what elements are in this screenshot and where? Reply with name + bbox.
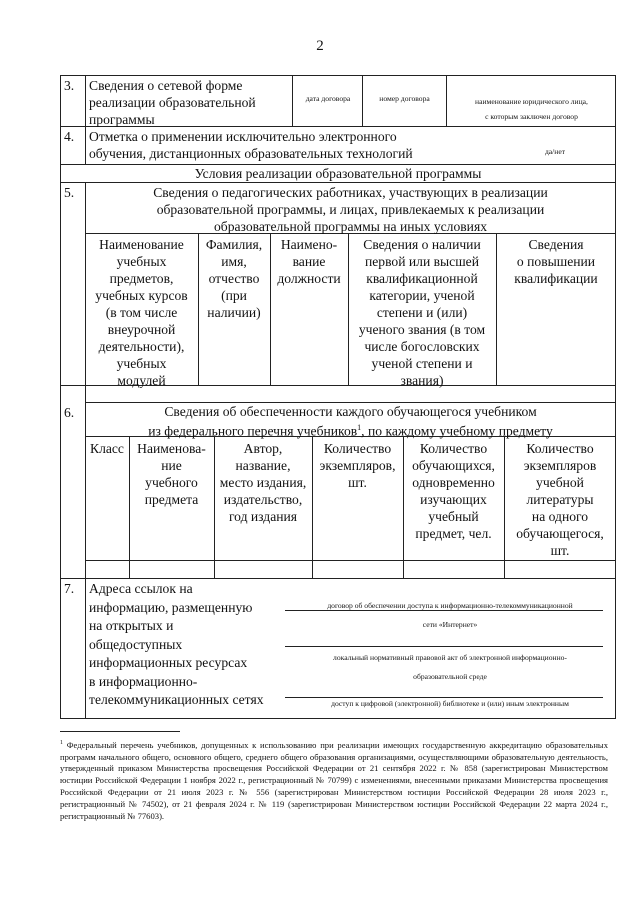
row7-hint-library: доступ к цифровой (электронной) библиотеке и (или) иным электронным — [331, 699, 569, 708]
row6-col-copies: Количество экземпляров, шт. — [319, 441, 396, 490]
row6-col-students: Количество обучающихся, одновременно изучающих учебный предмет, чел. — [412, 441, 495, 541]
row5-title: Сведения о педагогических работниках, участвующих в реализации образовательной программы, и лицах, привлекаемых к реализации образовательной программы на иных условиях — [153, 185, 548, 234]
row6-col-class: Класс — [90, 441, 124, 456]
section-title: Условия реализации образовательной программы — [194, 166, 482, 181]
row3-org-hint: наименование юридического лица, с которым заключен договор — [475, 97, 588, 121]
row6-title-line1: Сведения об обеспеченности каждого обучающегося учебником — [164, 404, 537, 419]
row7-label: Адреса ссылок на информацию, размещенную на открытых и общедоступных информационных ресурсах в информационно- телекоммуникационных сетях — [89, 581, 264, 707]
page-number: 2 — [316, 38, 324, 54]
row5-col-position: Наимено- вание должности — [277, 237, 341, 286]
row4-answer-hint: да/нет — [544, 147, 566, 156]
row3-date-hint: дата договора — [305, 94, 351, 103]
row5-col-fullname: Фамилия, имя, отчество (при наличии) — [205, 237, 263, 320]
row3-number-hint: номер договора — [379, 94, 430, 103]
row7-number: 7. — [64, 581, 75, 596]
row4-number: 4. — [64, 129, 75, 144]
row3-number: 3. — [64, 78, 75, 93]
footnote: $^1$ Федеральный перечень учебников, допущенных к использованию при реализации имеющих государственную аккредитацию образовательных программ начального общего, основного общего, среднего общего образования организациями, осуществляющими образовательную деятельность, утвержденный приказом Министерства просвещения Российской Федерации от 21 сентября 2022 г. № 858 (зарегистрирован Министерством юстиции Российской Федерации 1 ноября 2022 г., регистрационный № 70799) с изменениями, внесенными приказами Министерства просвещения Российской Федерации от 21 июля 2023 г. № 556 (зарегистрирован Министерством юстиции Российской Федерации 28 июля 2023 г., регистрационный № 74502), от 21 февраля 2024 г. № 119 (зарегистрирован Министерством юстиции Российской Федерации 22 марта 2024 г., регистрационный № 77603). — [60, 739, 608, 821]
row7-hint-internet-contract: договор об обеспечении доступа к информационно-телекоммуникационной сети «Интернет» — [327, 601, 573, 629]
row7-hint-local-act: локальный нормативный правовой акт об электронной информационно- образовательной среде — [333, 653, 567, 681]
row5-col-qualification: Сведения о наличии первой или высшей квалификационной категории, ученой степени и (или) ученого звания (в том числе богословских ученой степени и звания) — [358, 237, 486, 388]
row5-col-training: Сведения о повышении квалификации — [514, 237, 598, 286]
row3-label: Сведения о сетевой форме реализации образовательной программы — [89, 78, 256, 127]
row5-number: 5. — [64, 185, 75, 200]
row6-number: 6. — [64, 405, 75, 420]
row4-label: Отметка о применении исключительно электронного обучения, дистанционных образовательных технологий — [89, 129, 413, 161]
footnote-ref: 1 — [357, 423, 362, 432]
row6-title-line2: из федерального перечня учебников$^1$, по каждому учебному предмету — [148, 423, 553, 439]
row6-col-textbook: Автор, название, место издания, издательство, год издания — [219, 441, 307, 524]
row5-col-subjects: Наименование учебных предметов, учебных курсов (в том числе внеурочной деятельности), учебных модулей — [95, 237, 188, 388]
row6-col-per-student: Количество экземпляров учебной литературы на одного обучающегося, шт. — [516, 441, 604, 558]
row6-col-subject: Наименова- ние учебного предмета — [137, 441, 206, 507]
footnote-separator — [60, 731, 180, 732]
